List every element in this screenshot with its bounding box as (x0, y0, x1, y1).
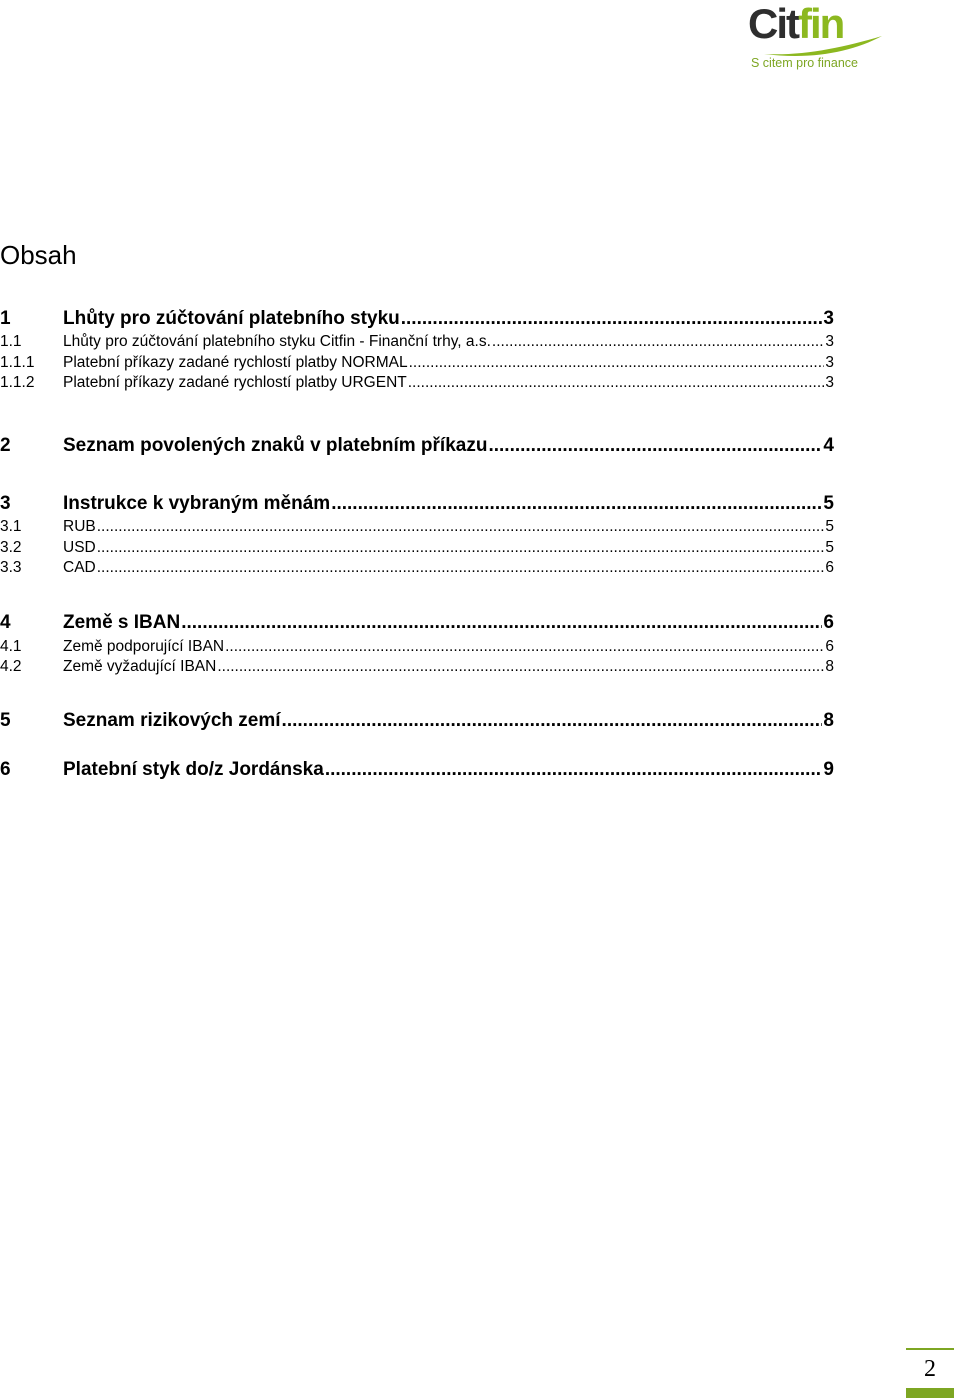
toc-leader (97, 518, 825, 536)
toc-entry[interactable] (0, 710, 834, 732)
toc-entry[interactable] (0, 539, 834, 557)
toc-page: 5 (825, 518, 834, 535)
toc-number: 2 (0, 435, 11, 456)
toc-leader (492, 333, 824, 351)
logo-swoosh-icon (762, 34, 884, 58)
toc-entry[interactable] (0, 559, 834, 577)
toc-text: Platební styk do/z Jordánska (63, 759, 324, 780)
toc-text: Lhůty pro zúčtování platebního styku (63, 308, 400, 329)
toc-leader (181, 612, 822, 634)
toc-page: 3 (825, 374, 834, 391)
toc-text: Lhůty pro zúčtování platebního styku Citfin - Finanční trhy, a.s. (63, 333, 491, 350)
toc-leader (408, 374, 825, 392)
toc-text: CAD (63, 559, 96, 576)
toc-page: 3 (825, 354, 834, 371)
toc-text: Země podporující IBAN (63, 638, 225, 655)
toc-leader (217, 658, 824, 676)
toc-page: 3 (825, 333, 834, 350)
toc-number: 1.1.1 (0, 354, 35, 371)
toc-text: Země s IBAN (63, 612, 181, 633)
toc-number: 3.2 (0, 539, 22, 556)
toc-page: 5 (823, 493, 834, 514)
page-number-box (906, 1348, 954, 1398)
toc-page: 4 (823, 435, 834, 456)
toc-page: 6 (825, 638, 834, 655)
toc-leader (282, 710, 823, 732)
toc-text: Platební příkazy zadané rychlostí platby URGENT (63, 374, 407, 391)
page-title: Obsah (0, 240, 77, 270)
toc-entry[interactable] (0, 759, 834, 781)
toc-text: USD (63, 539, 96, 556)
toc-number: 3 (0, 493, 11, 514)
toc-page: 8 (825, 658, 834, 675)
toc-leader (488, 435, 822, 457)
toc-leader (97, 539, 825, 557)
logo-name-green: fin (798, 0, 844, 47)
toc-entry[interactable] (0, 435, 834, 457)
toc-leader (331, 493, 822, 515)
toc-text: Země vyžadující IBAN (63, 658, 217, 675)
toc-number: 6 (0, 759, 11, 780)
toc-number: 3.3 (0, 559, 22, 576)
toc-text: RUB (63, 518, 96, 535)
citfin-logo (748, 0, 888, 72)
toc-entry[interactable] (0, 308, 834, 330)
toc-entry[interactable] (0, 354, 834, 372)
toc-entry[interactable] (0, 612, 834, 634)
toc-number: 3.1 (0, 518, 22, 535)
toc-leader (225, 638, 824, 656)
toc-leader (409, 354, 825, 372)
toc-page: 5 (825, 539, 834, 556)
toc-text: Platební příkazy zadané rychlostí platby NORMAL (63, 354, 408, 371)
toc-leader (325, 759, 823, 781)
toc-number: 1.1.2 (0, 374, 35, 391)
page-number-bar (906, 1388, 954, 1398)
toc-entry[interactable] (0, 638, 834, 656)
toc-page: 8 (823, 710, 834, 731)
toc-page: 9 (823, 759, 834, 780)
toc-number: 4.1 (0, 638, 22, 655)
toc-entry[interactable] (0, 333, 834, 351)
toc-leader (401, 308, 823, 330)
toc-entry[interactable] (0, 658, 834, 676)
toc-page: 6 (825, 559, 834, 576)
toc-page: 3 (823, 308, 834, 329)
toc-leader (97, 559, 825, 577)
toc-entry[interactable] (0, 374, 834, 392)
toc-text: Seznam povolených znaků v platebním příkazu (63, 435, 488, 456)
toc-entry[interactable] (0, 518, 834, 536)
page-number: 2 (924, 1356, 936, 1382)
logo-name-dark: Cit (748, 0, 798, 47)
toc-number: 4 (0, 612, 11, 633)
toc-entry[interactable] (0, 493, 834, 515)
toc-text: Seznam rizikových zemí (63, 710, 281, 731)
toc-number: 5 (0, 710, 11, 731)
logo-tagline: S citem pro finance (751, 56, 858, 70)
toc-number: 1.1 (0, 333, 22, 350)
toc-number: 1 (0, 308, 11, 329)
toc-page: 6 (823, 612, 834, 633)
toc-text: Instrukce k vybraným měnám (63, 493, 331, 514)
toc-number: 4.2 (0, 658, 22, 675)
